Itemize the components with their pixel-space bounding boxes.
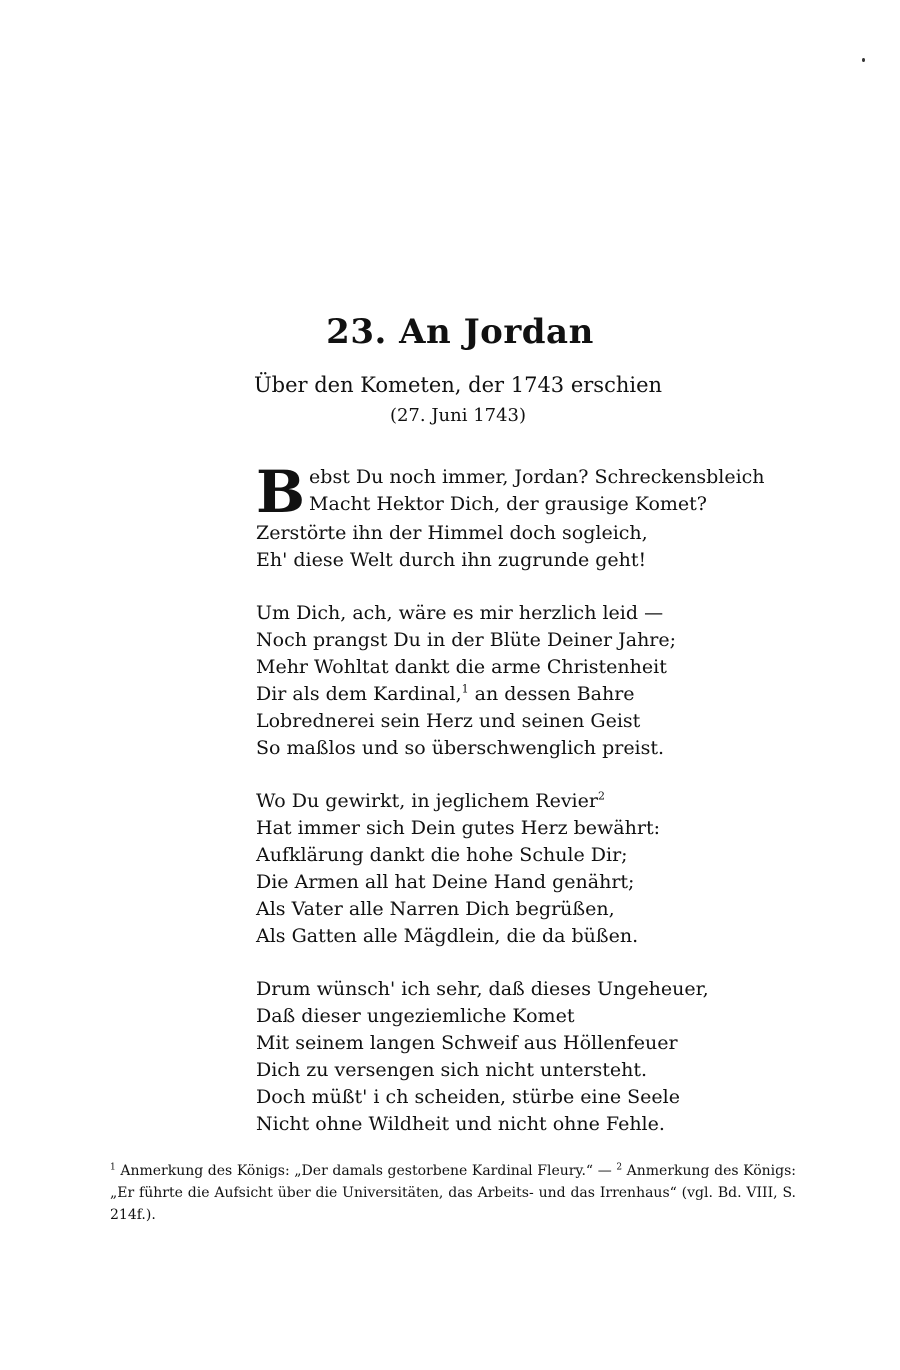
print-speck <box>862 58 865 62</box>
poem-line: Aufklärung dankt die hohe Schule Dir; <box>256 844 628 866</box>
footnote-mark-1: 1 <box>110 1162 116 1173</box>
poem-line: Macht Hektor Dich, der grausige Komet? <box>309 493 707 515</box>
poem-subtitle: Über den Kometen, der 1743 erschien <box>253 373 663 397</box>
poem-line: Lobrednerei sein Herz und seinen Geist <box>256 710 641 732</box>
stanza-4 <box>256 976 816 1138</box>
stanza-2 <box>256 600 816 762</box>
poem-line: Drum wünsch' ich sehr, daß dieses Ungeheuer, <box>256 978 709 1000</box>
poem-line: Mit seinem langen Schweif aus Höllenfeuer <box>256 1032 678 1054</box>
line-text: an dessen Bahre <box>468 683 635 705</box>
poem-line <box>256 788 816 815</box>
poem-line: ebst Du noch immer, Jordan? Schreckensbleich <box>309 466 765 488</box>
poem-line: Dich zu versengen sich nicht untersteht. <box>256 1059 648 1081</box>
poem-date: (27. Juni 1743) <box>389 405 527 426</box>
poem-line: Zerstörte ihn der Himmel doch sogleich, <box>256 522 648 544</box>
poem-line: Mehr Wohltat dankt die arme Christenheit <box>256 656 667 678</box>
poem-line <box>256 681 816 708</box>
footnote-mark-2: 2 <box>616 1162 623 1173</box>
footnote-ref-1: 1 <box>461 682 469 696</box>
stanza-3 <box>256 788 816 950</box>
poem-line: Noch prangst Du in der Blüte Deiner Jahre; <box>256 629 677 651</box>
poem-line: Daß dieser ungeziemliche Komet <box>256 1005 575 1027</box>
poem-line: Hat immer sich Dein gutes Herz bewährt: <box>256 817 660 839</box>
poem-line: Um Dich, ach, wäre es mir herzlich leid — <box>256 602 664 624</box>
line-text: Dir als dem Kardinal, <box>256 683 462 705</box>
footnotes <box>110 1160 796 1226</box>
poem-line: Die Armen all hat Deine Hand genährt; <box>256 871 635 893</box>
poem-line: So maßlos und so überschwenglich preist. <box>256 737 665 759</box>
footnote-text-1: Anmerkung des Königs: „Der damals gestorbene Kardinal Fleury.“ — <box>120 1163 612 1179</box>
footnote-text-2: Anmerkung des Königs: „Er führte die Aufsicht über die Universitäten, das Arbeits- und das Irrenhaus“ (vgl. Bd. VIII, S. 214f.). <box>110 1163 797 1223</box>
stanza-1 <box>256 458 816 574</box>
poem-line: Doch müßt' i ch scheiden, stürbe eine Seele <box>256 1086 680 1108</box>
poem-line: Eh' diese Welt durch ihn zugrunde geht! <box>256 549 647 571</box>
footnote-ref-2: 2 <box>597 789 605 803</box>
line-text: Wo Du gewirkt, in jeglichem Revier <box>256 790 598 812</box>
poem-body <box>256 458 816 1164</box>
drop-cap: B <box>256 458 306 526</box>
poem-line: Als Gatten alle Mägdlein, die da büßen. <box>256 925 639 947</box>
poem-title: 23. An Jordan <box>326 312 594 352</box>
poem-line: Als Vater alle Narren Dich begrüßen, <box>256 898 615 920</box>
poem-line: Nicht ohne Wildheit und nicht ohne Fehle. <box>256 1113 665 1135</box>
